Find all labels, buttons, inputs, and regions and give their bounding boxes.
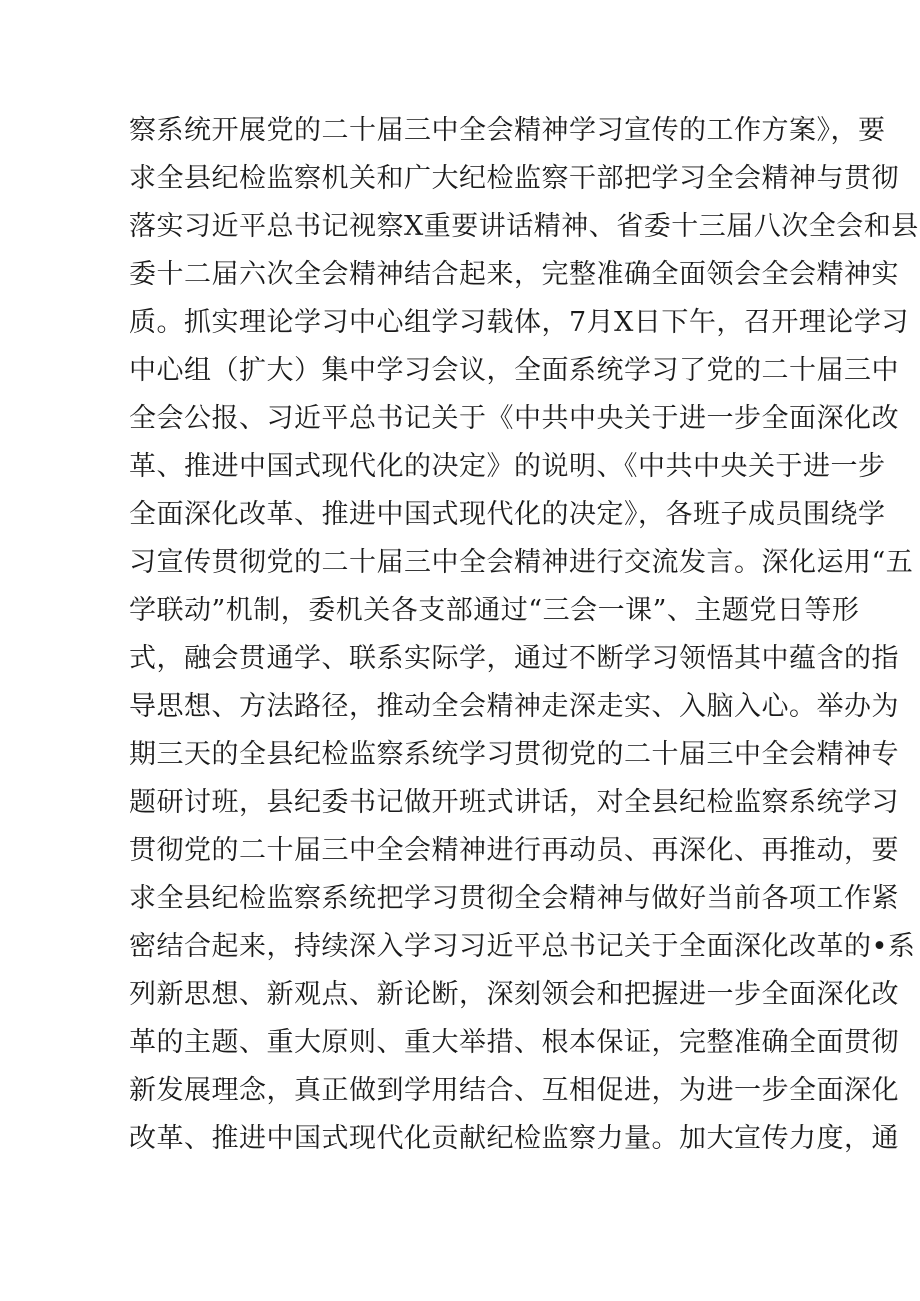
text-line-2: 求全县纪检监察机关和广大纪检监察干部把学习全会精神与贯彻	[129, 163, 899, 194]
text-line-10: 习宣传贯彻党的二十届三中全会精神进行交流发言。深化运用“五	[129, 547, 914, 578]
text-line-21: 新发展理念，真正做到学用结合、互相促进，为进一步全面深化	[129, 1075, 899, 1106]
body-paragraph	[129, 107, 919, 1163]
text-line-22: 改革、推进中国式现代化贡献纪检监察力量。加大宣传力度，通	[129, 1123, 899, 1154]
text-line-4: 委十二届六次全会精神结合起来，完整准确全面领会全会精神实	[129, 259, 899, 290]
text-line-7: 全会公报、习近平总书记关于《中共中央关于进一步全面深化改	[129, 403, 899, 434]
text-line-18: 密结合起来，持续深入学习习近平总书记关于全面深化改革的•系	[129, 931, 916, 962]
text-line-16: 贯彻党的二十届三中全会精神进行再动员、再深化、再推动，要	[129, 835, 899, 866]
text-line-8: 革、推进中国式现代化的决定》的说明、《中共中央关于进一步	[129, 451, 886, 482]
text-line-9: 全面深化改革、推进中国式现代化的决定》，各班子成员围绕学	[129, 499, 886, 530]
text-line-12: 式，融会贯通学、联系实际学，通过不断学习领悟其中蕴含的指	[129, 643, 899, 674]
text-line-1: 察系统开展党的二十届三中全会精神学习宣传的工作方案》，要	[129, 115, 886, 146]
text-line-17: 求全县纪检监察系统把学习贯彻全会精神与做好当前各项工作紧	[129, 883, 899, 914]
text-line-5: 质。抓实理论学习中心组学习载体，7月X日下午，召开理论学习	[129, 307, 909, 338]
text-line-20: 革的主题、重大原则、重大举措、根本保证，完整准确全面贯彻	[129, 1027, 899, 1058]
text-line-15: 题研讨班，县纪委书记做开班式讲话，对全县纪检监察系统学习	[129, 787, 899, 818]
text-line-13: 导思想、方法路径，推动全会精神走深走实、入脑入心。举办为	[129, 691, 899, 722]
text-line-11: 学联动”机制，委机关各支部通过“三会一课”、主题党日等形	[129, 595, 860, 626]
text-line-14: 期三天的全县纪检监察系统学习贯彻党的二十届三中全会精神专	[129, 739, 899, 770]
text-line-6: 中心组（扩大）集中学习会议，全面系统学习了党的二十届三中	[129, 355, 899, 386]
text-line-19: 列新思想、新观点、新论断，深刻领会和把握进一步全面深化改	[129, 979, 899, 1010]
text-line-3: 落实习近平总书记视察X重要讲话精神、省委十三届八次全会和县	[129, 211, 919, 242]
